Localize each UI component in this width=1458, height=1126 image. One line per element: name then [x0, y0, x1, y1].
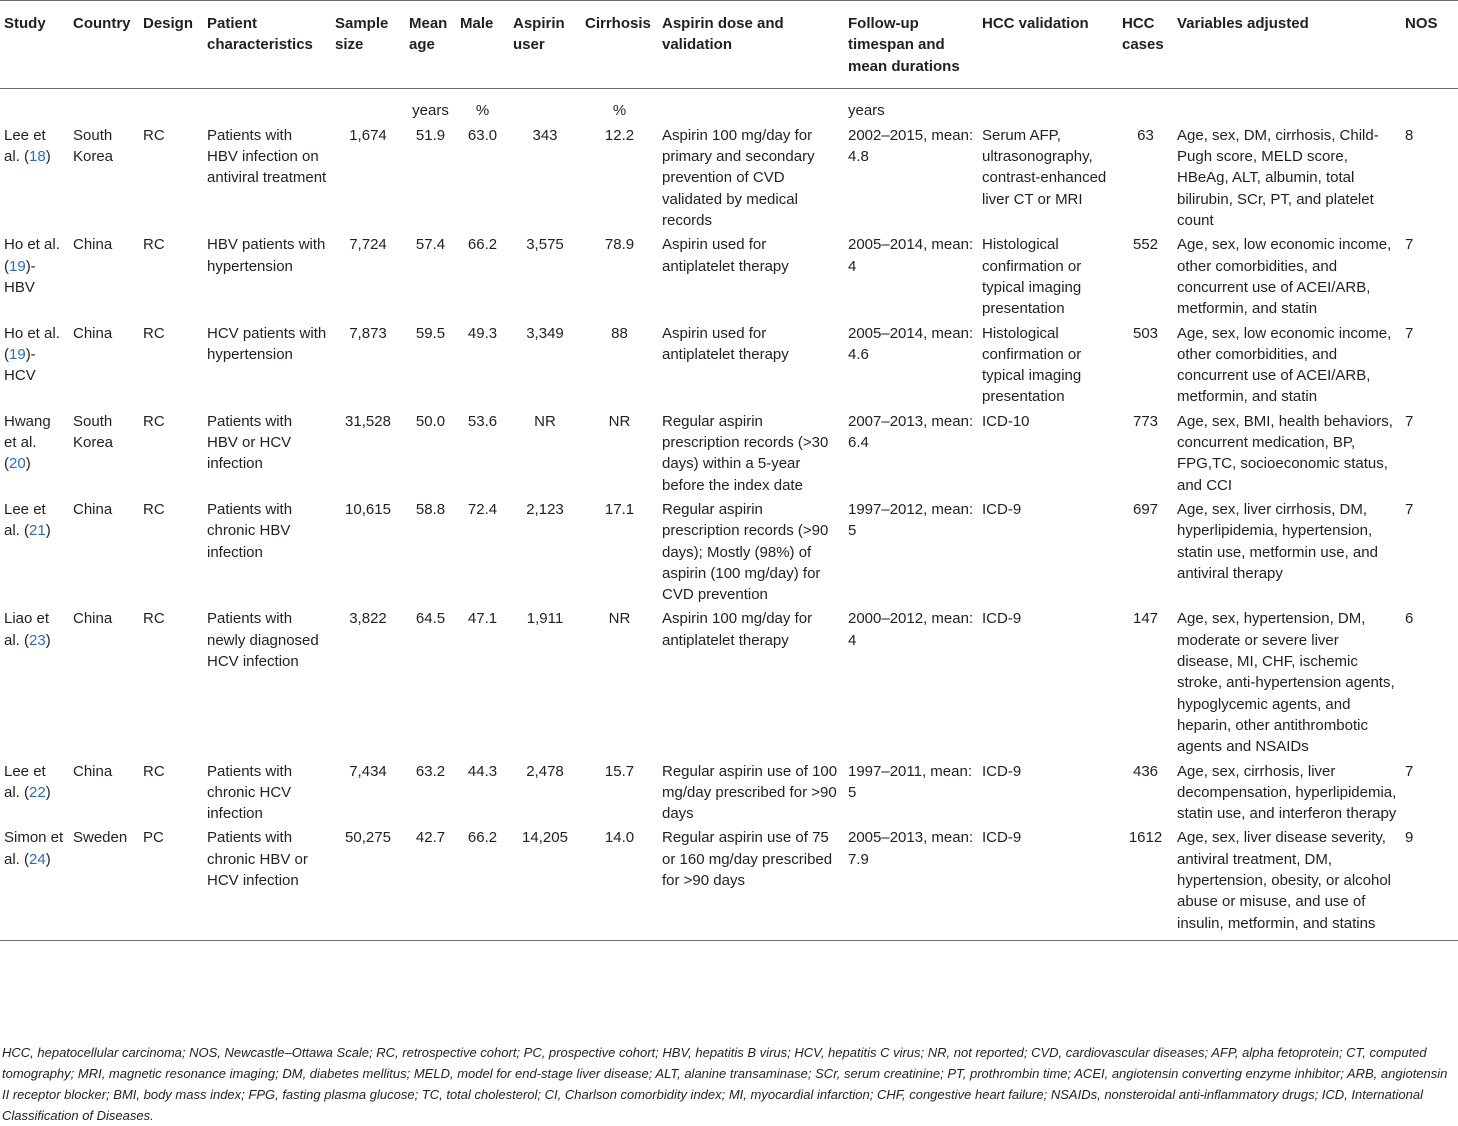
- col-header-variables-adjusted: Variables adjusted: [1173, 1, 1401, 89]
- cell-sample-size: 7,434: [349, 762, 387, 780]
- study-author: Lee et al. (: [4, 126, 46, 166]
- col-header-aspirin-dose: Aspirin dose and validation: [658, 1, 844, 89]
- study-suffix: ): [25, 455, 31, 473]
- cell-follow-up: 2000–2012, mean: 4: [848, 610, 974, 649]
- cell-mean-age: 64.5: [415, 610, 446, 628]
- cell-study: [0, 323, 69, 411]
- cell-aspirin-user: 2,478: [526, 762, 564, 780]
- cell-cirrhosis: 14.0: [581, 827, 658, 940]
- cell-country: China: [73, 762, 113, 780]
- cell-hcc-validation: ICD-9: [982, 500, 1022, 518]
- cell-aspirin-user: 2,123: [526, 500, 564, 518]
- cell-mean-age: 42.7: [405, 827, 456, 940]
- cell-study: [0, 761, 69, 828]
- study-suffix: ): [45, 850, 51, 868]
- cell-male: 66.2: [467, 236, 498, 254]
- cell-cirrhosis: NR: [608, 412, 631, 430]
- cell-design: RC: [143, 762, 165, 780]
- cell-hcc-validation: ICD-9: [978, 827, 1118, 940]
- cell-hcc-cases: 697: [1132, 500, 1159, 518]
- study-suffix: ): [45, 522, 51, 540]
- cell-aspirin-dose: Regular aspirin use of 100 mg/day prescribed for >90 days: [662, 762, 838, 823]
- cell-patient-characteristics: HBV patients with hypertension: [207, 236, 326, 275]
- reference-link[interactable]: 18: [29, 148, 46, 166]
- cell-follow-up: 1997–2012, mean: 5: [848, 500, 974, 540]
- table-row: [0, 761, 1458, 828]
- table-row: [0, 608, 1458, 760]
- cell-nos: 7: [1405, 762, 1414, 780]
- cell-sample-size: 10,615: [345, 500, 391, 518]
- unit-followup: years: [848, 101, 885, 119]
- cell-hcc-cases: 436: [1132, 762, 1159, 780]
- col-header-follow-up: Follow-up timespan and mean durations: [844, 1, 978, 89]
- reference-link[interactable]: 19: [9, 257, 26, 275]
- cell-follow-up: 2005–2014, mean: 4.6: [848, 324, 974, 363]
- cell-aspirin-user: 343: [532, 126, 558, 144]
- cell-sample-size: 31,528: [345, 412, 391, 430]
- col-header-design: Design: [139, 1, 203, 89]
- cell-hcc-validation: ICD-10: [982, 412, 1030, 430]
- cell-aspirin-user: 3,349: [526, 324, 564, 342]
- cell-variables-adjusted: Age, sex, liver cirrhosis, DM, hyperlipidemia, hypertension, statin use, metformin use, and antiviral therapy: [1177, 500, 1378, 582]
- study-author: Lee et al. (: [4, 500, 46, 540]
- col-header-hcc-cases: HCC cases: [1118, 1, 1173, 89]
- cell-study: [0, 499, 69, 608]
- col-header-country: Country: [69, 1, 139, 89]
- cell-variables-adjusted: Age, sex, liver disease severity, antiviral treatment, DM, hypertension, obesity, or alcohol abuse or misuse, and use of insulin, metformin, and statins: [1173, 827, 1401, 940]
- col-header-cirrhosis: Cirrhosis: [581, 1, 658, 89]
- col-header-patient-characteristics: Patient characteristics: [203, 1, 331, 89]
- cell-study: [0, 827, 69, 940]
- table-row: [0, 323, 1458, 411]
- cell-nos: 7: [1405, 236, 1414, 254]
- study-suffix: )-HCV: [4, 345, 36, 385]
- cell-aspirin-dose: Aspirin used for antiplatelet therapy: [662, 324, 789, 363]
- cell-country: China: [73, 500, 113, 518]
- cell-male: 44.3: [467, 762, 498, 780]
- cell-variables-adjusted: Age, sex, BMI, health behaviors, concurrent medication, BP, FPG,TC, socioeconomic status, and CCI: [1177, 412, 1393, 494]
- cell-design: RC: [143, 500, 165, 518]
- cell-patient-characteristics: Patients with newly diagnosed HCV infection: [207, 610, 319, 671]
- cell-cirrhosis: 78.9: [604, 236, 635, 254]
- cell-patient-characteristics: Patients with HBV or HCV infection: [207, 412, 293, 473]
- reference-link[interactable]: 21: [29, 522, 46, 540]
- cell-cirrhosis: 15.7: [604, 762, 635, 780]
- table-footnote: HCC, hepatocellular carcinoma; NOS, Newcastle–Ottawa Scale; RC, retrospective cohort; PC, prospective cohort; HBV, hepatitis B virus; HCV, hepatitis C virus; NR, not reported; CVD, cardiovascular diseases; AFP, alpha fetoprotein; CT, computed tomography; MRI, magnetic resonance imaging; DM, diabetes mellitus; MELD, model for end-stage liver disease; ALT, alanine transaminase; SCr, serum creatinine; PT, prothrombin time; ACEI, angiotensin converting enzyme inhibitor; ARB, angiotensin II receptor blocker; BMI, body mass index; FPG, fasting plasma glucose; TC, total cholesterol; CI, Charlson comorbidity index; MI, myocardial infarction; CHF, congestive heart failure; NSAIDs, nonsteroidal anti-inflammatory drugs; ICD, International Classification of Diseases.: [2, 1045, 1448, 1123]
- col-header-hcc-validation: HCC validation: [978, 1, 1118, 89]
- study-author: Hwang et al. (: [4, 412, 51, 473]
- units-row: [0, 88, 1458, 125]
- cell-design: PC: [139, 827, 203, 940]
- cell-cirrhosis: 88: [611, 324, 628, 342]
- col-header-sample-size: Sample size: [331, 1, 405, 89]
- table-row: [0, 125, 1458, 234]
- cell-design: RC: [143, 126, 165, 144]
- cell-mean-age: 59.5: [415, 324, 446, 342]
- study-author: Liao et al. (: [4, 610, 50, 649]
- cell-hcc-cases: 552: [1132, 236, 1159, 254]
- cell-nos: 9: [1401, 827, 1458, 940]
- cell-sample-size: 1,674: [349, 126, 387, 144]
- cell-male: 49.3: [467, 324, 498, 342]
- cell-design: RC: [143, 324, 165, 342]
- cell-mean-age: 57.4: [415, 236, 446, 254]
- study-suffix: ): [45, 148, 51, 166]
- study-author: Ho et al. (: [4, 236, 60, 275]
- table-row: [0, 827, 1458, 940]
- cell-hcc-cases: 147: [1132, 610, 1159, 628]
- cell-design: RC: [143, 412, 165, 430]
- cell-variables-adjusted: Age, sex, DM, cirrhosis, Child-Pugh score, MELD score, HBeAg, ALT, albumin, total bilirubin, SCr, PT, and platelet count: [1177, 126, 1379, 230]
- cell-male: 66.2: [456, 827, 509, 940]
- cell-hcc-cases: 1612: [1118, 827, 1173, 940]
- cell-study: [0, 411, 69, 499]
- cell-mean-age: 58.8: [415, 500, 446, 518]
- study-author: Simon et al. (: [4, 829, 64, 868]
- cell-sample-size: 3,822: [349, 610, 387, 628]
- study-suffix: )-HBV: [4, 257, 36, 296]
- cell-country: China: [73, 610, 113, 628]
- table-row: [0, 411, 1458, 499]
- table-row: [0, 499, 1458, 608]
- unit-cirrhosis: %: [612, 101, 627, 119]
- cell-hcc-validation: ICD-9: [982, 610, 1022, 628]
- cell-nos: 7: [1405, 500, 1414, 518]
- cell-aspirin-dose: Regular aspirin prescription records (>90 days); Mostly (98%) of aspirin (100 mg/day) for CVD prevention: [662, 500, 829, 604]
- cell-cirrhosis: 17.1: [604, 500, 635, 518]
- cell-aspirin-dose: Aspirin 100 mg/day for primary and secondary prevention of CVD validated by medical records: [662, 126, 815, 230]
- cell-nos: 6: [1405, 610, 1414, 628]
- cell-follow-up: 2005–2013, mean: 7.9: [844, 827, 978, 940]
- cell-patient-characteristics: Patients with chronic HBV or HCV infection: [203, 827, 331, 940]
- col-header-nos: NOS: [1401, 1, 1458, 89]
- cell-variables-adjusted: Age, sex, cirrhosis, liver decompensation, hyperlipidemia, statin use, and interferon therapy: [1177, 762, 1397, 823]
- study-author: Lee et al. (: [4, 762, 46, 801]
- cell-sample-size: 7,724: [349, 236, 387, 254]
- cell-hcc-validation: ICD-9: [982, 762, 1022, 780]
- cell-follow-up: 2005–2014, mean: 4: [848, 236, 974, 275]
- cell-design: RC: [143, 236, 165, 254]
- cell-cirrhosis: 12.2: [604, 126, 635, 144]
- cell-hcc-validation: Histological confirmation or typical imaging presentation: [982, 324, 1082, 406]
- study-suffix: ): [45, 783, 51, 801]
- reference-link[interactable]: 19: [9, 345, 26, 363]
- cell-study: [0, 125, 69, 234]
- cell-nos: 7: [1405, 412, 1414, 430]
- cell-country: South Korea: [73, 412, 114, 452]
- cell-patient-characteristics: Patients with chronic HCV infection: [207, 762, 293, 823]
- col-header-male: Male: [456, 1, 509, 89]
- cell-cirrhosis: NR: [608, 610, 631, 628]
- cell-mean-age: 50.0: [415, 412, 446, 430]
- table-row: [0, 234, 1458, 322]
- cell-aspirin-dose: Aspirin used for antiplatelet therapy: [662, 236, 789, 275]
- cell-country: South Korea: [73, 126, 114, 166]
- cell-follow-up: 2007–2013, mean: 6.4: [848, 412, 974, 452]
- cell-mean-age: 51.9: [415, 126, 446, 144]
- cell-aspirin-dose: Aspirin 100 mg/day for antiplatelet therapy: [662, 610, 813, 649]
- cell-mean-age: 63.2: [415, 762, 446, 780]
- cell-aspirin-user: NR: [534, 412, 556, 430]
- cell-study: [0, 234, 69, 322]
- cell-hcc-cases: 503: [1132, 324, 1159, 342]
- cell-study: [0, 608, 69, 760]
- cell-aspirin-dose: Regular aspirin use of 75 or 160 mg/day prescribed for >90 days: [658, 827, 844, 940]
- cell-male: 72.4: [467, 500, 498, 518]
- cell-patient-characteristics: HCV patients with hypertension: [207, 324, 327, 363]
- reference-link[interactable]: 20: [9, 455, 26, 473]
- cell-nos: 8: [1405, 126, 1414, 144]
- unit-mean-age: years: [412, 101, 449, 119]
- reference-link[interactable]: 24: [29, 850, 46, 868]
- cell-hcc-cases: 773: [1132, 412, 1159, 430]
- cell-aspirin-user: 14,205: [509, 827, 581, 940]
- cell-variables-adjusted: Age, sex, low economic income, other comorbidities, and concurrent use of ACEI/ARB, metformin, and statin: [1177, 236, 1392, 318]
- cell-nos: 7: [1405, 324, 1414, 342]
- cell-sample-size: 7,873: [349, 324, 387, 342]
- cell-country: China: [73, 324, 113, 342]
- cell-variables-adjusted: Age, sex, hypertension, DM, moderate or severe liver disease, MI, CHF, ischemic stroke, anti-hypertension agents, hypoglycemic agents, and heparin, other antithrombotic agents and NSAIDs: [1177, 610, 1395, 756]
- study-suffix: ): [45, 631, 51, 649]
- header-row: [0, 1, 1458, 89]
- cell-follow-up: 2002–2015, mean: 4.8: [848, 126, 974, 166]
- cell-patient-characteristics: Patients with HBV infection on antiviral treatment: [207, 126, 327, 187]
- col-header-mean-age: Mean age: [405, 1, 456, 89]
- cell-aspirin-dose: Regular aspirin prescription records (>30 days) within a 5-year before the index date: [662, 412, 829, 494]
- cell-country: Sweden: [69, 827, 139, 940]
- cell-sample-size: 50,275: [331, 827, 405, 940]
- col-header-aspirin-user: Aspirin user: [509, 1, 581, 89]
- cell-country: China: [73, 236, 113, 254]
- cell-hcc-validation: Histological confirmation or typical imaging presentation: [982, 236, 1082, 318]
- unit-male: %: [475, 101, 490, 119]
- cell-variables-adjusted: Age, sex, low economic income, other comorbidities, and concurrent use of ACEI/ARB, metformin, and statin: [1177, 324, 1392, 406]
- cell-male: 63.0: [467, 126, 498, 144]
- reference-link[interactable]: 23: [29, 631, 46, 649]
- cell-aspirin-user: 1,911: [526, 610, 564, 628]
- cell-design: RC: [143, 610, 165, 628]
- cell-follow-up: 1997–2011, mean: 5: [848, 762, 972, 801]
- cell-hcc-cases: 63: [1137, 126, 1154, 144]
- cell-aspirin-user: 3,575: [526, 236, 564, 254]
- cell-male: 47.1: [467, 610, 498, 628]
- reference-link[interactable]: 22: [29, 783, 46, 801]
- cell-patient-characteristics: Patients with chronic HBV infection: [207, 500, 293, 561]
- cell-male: 53.6: [467, 412, 498, 430]
- col-header-study: Study: [0, 1, 69, 89]
- cell-hcc-validation: Serum AFP, ultrasonography, contrast-enhanced liver CT or MRI: [982, 126, 1107, 208]
- study-author: Ho et al. (: [4, 324, 60, 363]
